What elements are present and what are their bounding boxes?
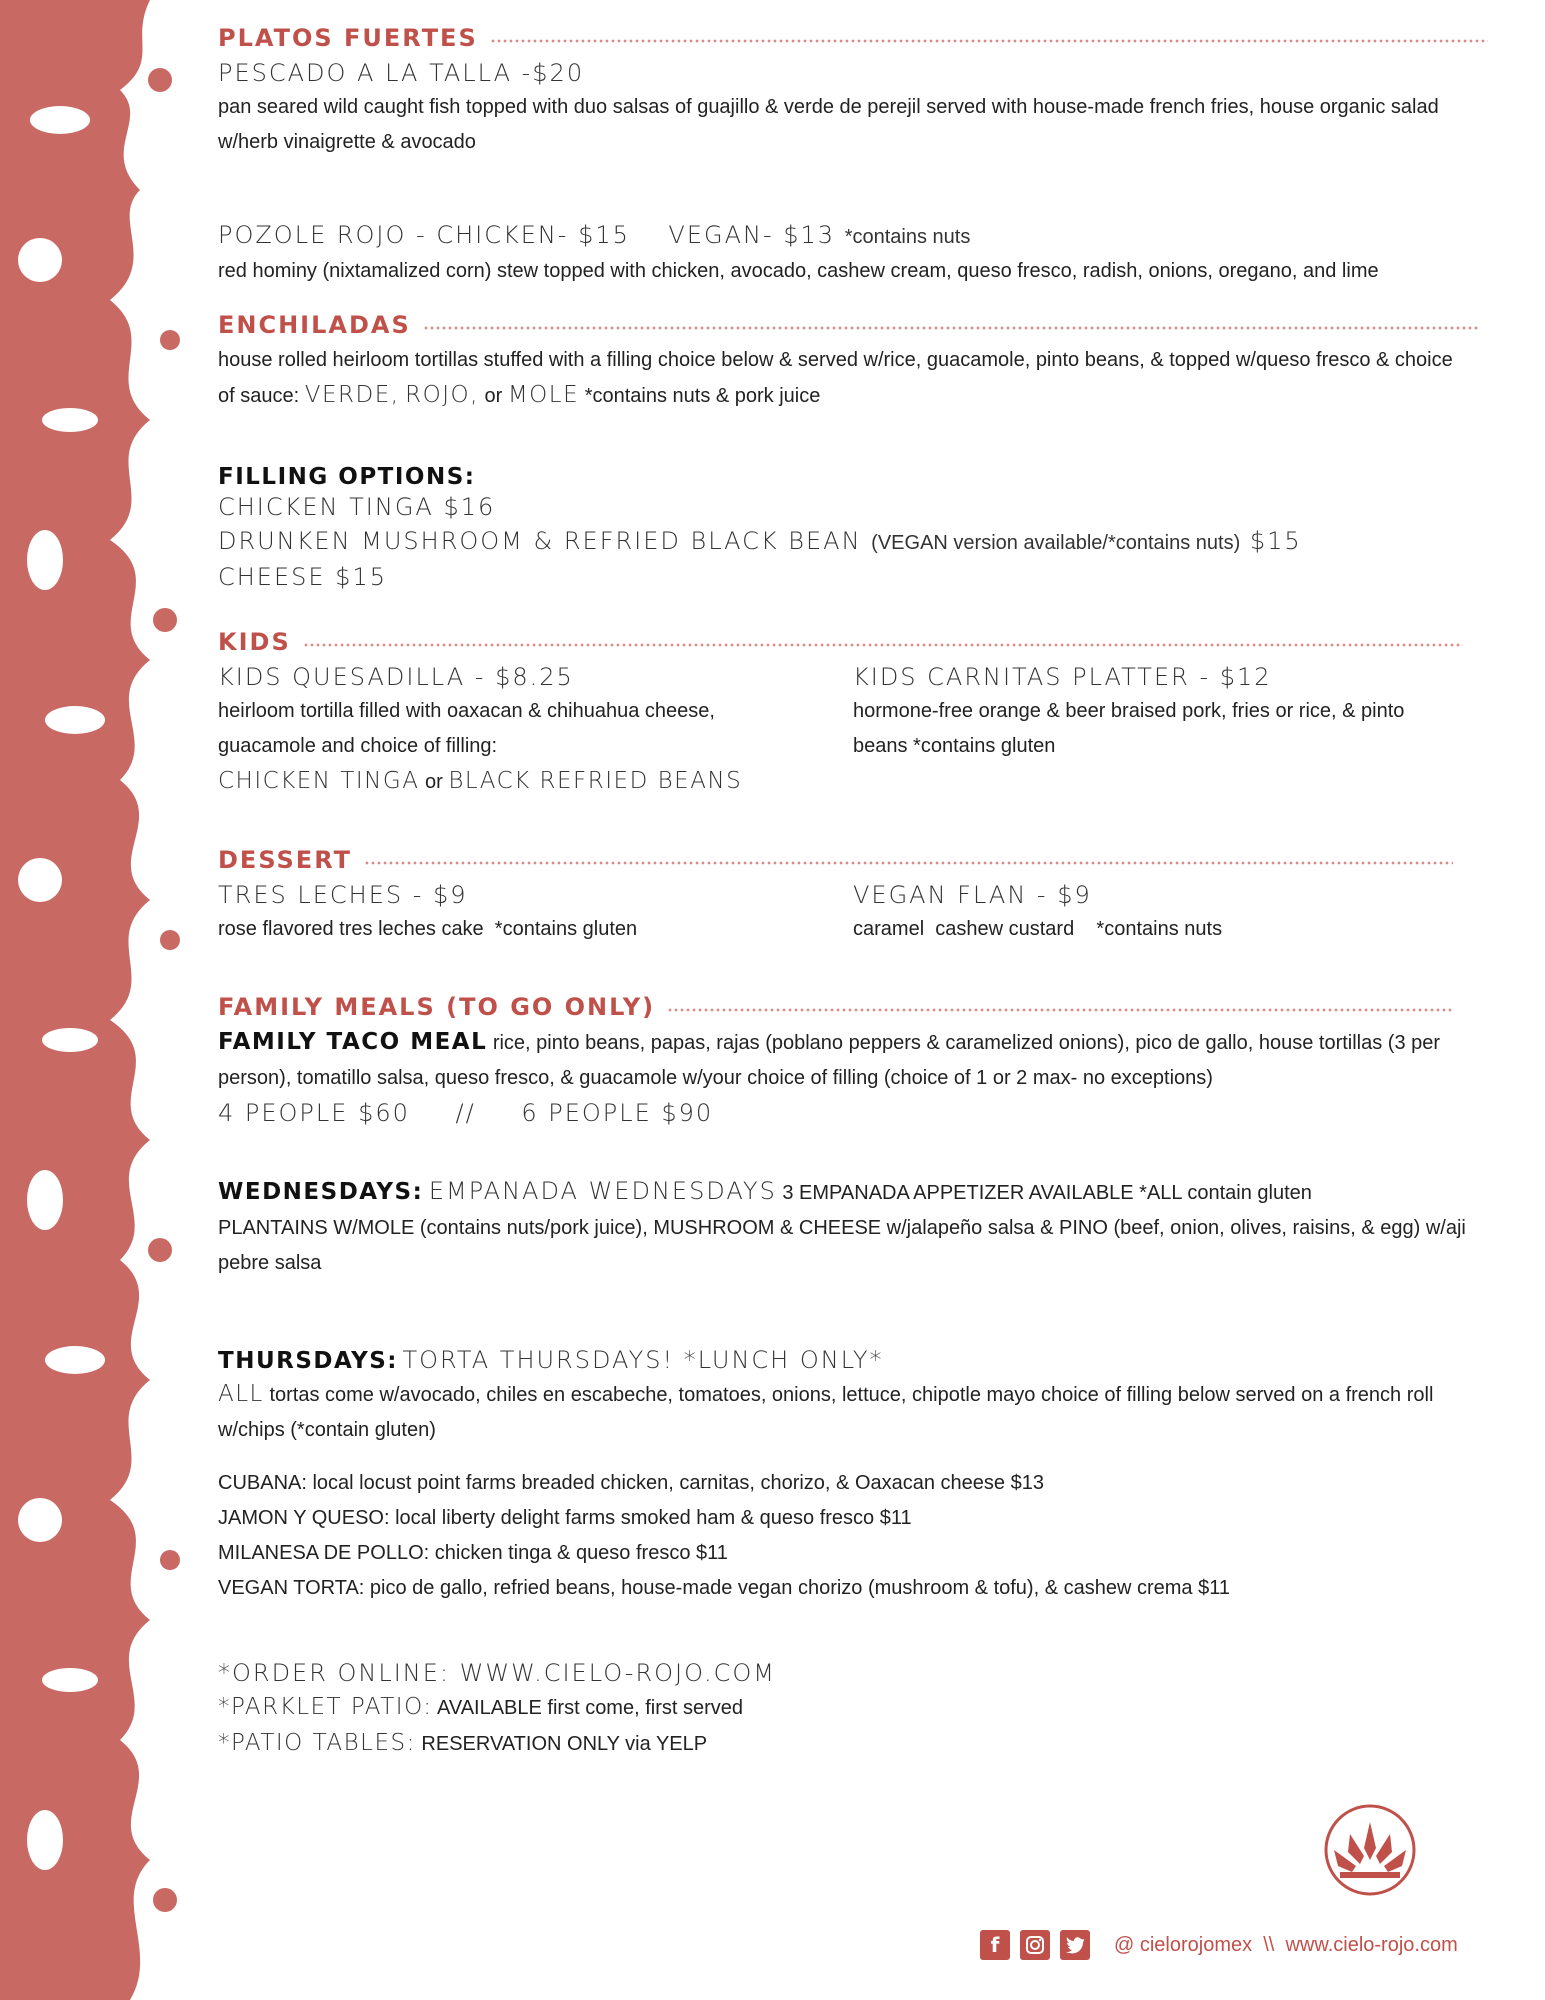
thursdays-desc-block [218, 1377, 1468, 1448]
kids-carnitas-name: KIDS CARNITAS PLATTER - $12 [853, 663, 1272, 691]
enchiladas-note: *contains nuts & pork juice [584, 385, 821, 407]
tres-leches-desc: rose flavored tres leches cake *contains gluten [218, 918, 638, 940]
pozole-desc: red hominy (nixtamalized corn) stew topped with chicken, avocado, cashew cream, queso fresco, radish, onions, oregano, and lime [218, 260, 1379, 282]
instagram-icon[interactable] [1020, 1930, 1050, 1960]
pozole-name: POZOLE ROJO - CHICKEN- $15 VEGAN- $13 [218, 221, 836, 249]
thursdays-all: ALL [218, 1381, 264, 1407]
pozole-note: *contains nuts [844, 226, 971, 248]
menu-content [218, 20, 1488, 1762]
pescado-name: PESCADO A LA TALLA -$20 [218, 59, 585, 87]
wednesdays-sub: 3 EMPANADA APPETIZER AVAILABLE *ALL contain gluten [782, 1182, 1312, 1204]
filling-opt2-line [218, 524, 1488, 560]
filling-opt2-note: (VEGAN version available/*contains nuts) [871, 532, 1241, 554]
filling-opt3: CHEESE $15 [218, 563, 387, 591]
dotted-divider [667, 1007, 1453, 1013]
kids-quesadilla [218, 660, 853, 800]
sauce-mole: MOLE [507, 382, 580, 408]
section-heading-dessert [218, 842, 1453, 878]
thursdays-label: THURSDAYS: [218, 1348, 398, 1374]
kids-opt-chicken: CHICKEN TINGA [218, 768, 420, 794]
social-handle-and-url[interactable]: @ cielorojomex \\ www.cielo-rojo.com [1114, 1933, 1458, 1956]
tres-leches [218, 878, 853, 947]
floral-border-decoration [0, 0, 190, 2000]
twitter-icon[interactable] [1060, 1930, 1090, 1960]
section-heading-kids [218, 624, 1463, 660]
dessert-items [218, 878, 1488, 947]
enchiladas-desc-block [218, 343, 1468, 414]
parklet-line [218, 1690, 1488, 1726]
vegan-flan-desc: caramel cashew custard *contains nuts [853, 918, 1223, 940]
social-row [980, 1930, 1458, 1960]
wednesdays-desc: PLANTAINS W/MOLE (contains nuts/pork juice), MUSHROOM & CHEESE w/jalapeño salsa & PINO (beef, onion, olives, raisins, & egg) w/aji pebre salsa [218, 1217, 1466, 1274]
kids-quesadilla-options [218, 764, 853, 800]
family-desc: rice, pinto beans, papas, rajas (poblano peppers & caramelized onions), pico de gallo, house tortillas (3 per person), tomatillo salsa, queso fresco, & guacamole w/your choice of filling (choice of 1 or 2 max- no exceptions) [218, 1032, 1441, 1089]
tres-leches-name: TRES LECHES - $9 [218, 881, 468, 909]
parklet-label: *PARKLET PATIO: [218, 1694, 433, 1720]
dotted-divider [423, 325, 1480, 331]
family-desc-block [218, 1025, 1468, 1096]
cielo-rojo-logo [1320, 1800, 1420, 1900]
kids-carnitas [853, 660, 1488, 800]
kids-quesadilla-desc: heirloom tortilla filled with oaxacan & chihuahua cheese, guacamole and choice of filling: [218, 700, 715, 757]
family-prices [218, 1096, 1488, 1130]
kids-quesadilla-name: KIDS QUESADILLA - $8.25 [218, 663, 574, 691]
filling-opt2: DRUNKEN MUSHROOM & REFRIED BLACK BEAN [218, 527, 862, 555]
torta-milanesa: MILANESA DE POLLO: chicken tinga & queso fresco $11 [218, 1542, 728, 1564]
torta-vegan: VEGAN TORTA: pico de gallo, refried beans, house-made vegan chorizo (mushroom & tofu), & cashew crema $11 [218, 1577, 1230, 1599]
section-heading-enchiladas [218, 307, 1480, 343]
parklet-text: AVAILABLE first come, first served [436, 1697, 744, 1719]
filling-opt1: CHICKEN TINGA $16 [218, 493, 496, 521]
facebook-icon[interactable]: f [980, 1930, 1010, 1960]
pescado-desc: pan seared wild caught fish topped with duo salsas of guajillo & verde de perejil served with house-made french fries, house organic salad w/herb vinaigrette & avocado [218, 96, 1439, 153]
torta-cubana: CUBANA: local locust point farms breaded chicken, carnitas, chorizo, & Oaxacan cheese $13 [218, 1472, 1044, 1494]
vegan-flan-name: VEGAN FLAN - $9 [853, 881, 1092, 909]
family-price-6: 6 PEOPLE $90 [521, 1099, 714, 1127]
order-online: *ORDER ONLINE: WWW.CIELO-ROJO.COM [218, 1659, 776, 1687]
family-price-4: 4 PEOPLE $60 [218, 1099, 410, 1127]
dotted-divider [364, 860, 1453, 866]
platos-heading-text: PLATOS FUERTES [218, 24, 478, 52]
dotted-divider [303, 642, 1463, 648]
filling-opt2-price: $15 [1249, 527, 1302, 555]
vegan-flan [853, 878, 1488, 947]
tables-label: *PATIO TABLES: [218, 1730, 416, 1756]
thursdays-title: TORTA THURSDAYS! *LUNCH ONLY* [402, 1346, 884, 1374]
family-heading-text: FAMILY MEALS (TO GO ONLY) [218, 993, 656, 1021]
pozole-line [218, 218, 1488, 254]
kids-opt-or: or [425, 771, 443, 793]
dotted-divider [490, 38, 1488, 44]
wednesdays-label: WEDNESDAYS: [218, 1179, 424, 1205]
wednesdays-title: EMPANADA WEDNESDAYS [428, 1177, 777, 1205]
wednesdays-line [218, 1174, 1468, 1211]
kids-opt-beans: BLACK REFRIED BEANS [448, 768, 743, 794]
sauce-or: or [484, 385, 503, 407]
sauce-rojo: ROJO, [405, 382, 479, 408]
tables-text: RESERVATION ONLY via YELP [421, 1733, 708, 1755]
torta-jamon: JAMON Y QUESO: local liberty delight farms smoked ham & queso fresco $11 [218, 1507, 912, 1529]
tables-line [218, 1726, 1488, 1762]
kids-items [218, 660, 1488, 800]
section-heading-family [218, 989, 1453, 1025]
thursdays-desc: tortas come w/avocado, chiles en escabeche, tomatoes, onions, lettuce, chipotle mayo choice of filling below served on a french roll w/chips (*contain gluten) [218, 1384, 1434, 1441]
kids-heading-text: KIDS [218, 628, 291, 656]
kids-carnitas-desc: hormone-free orange & beer braised pork, fries or rice, & pinto beans *contains gluten [853, 700, 1405, 757]
filling-heading: FILLING OPTIONS: [218, 464, 476, 490]
enchiladas-heading-text: ENCHILADAS [218, 311, 411, 339]
family-label: FAMILY TACO MEAL [218, 1029, 488, 1055]
thursdays-line [218, 1343, 1488, 1377]
dessert-heading-text: DESSERT [218, 846, 352, 874]
enchiladas-desc: house rolled heirloom tortillas stuffed with a filling choice below & served w/rice, guacamole, pinto beans, & topped w/queso fresco & choice of sauce: [218, 349, 1453, 407]
sauce-verde: VERDE, [304, 382, 400, 408]
section-heading-platos [218, 20, 1488, 56]
family-price-sep: // [455, 1099, 476, 1127]
